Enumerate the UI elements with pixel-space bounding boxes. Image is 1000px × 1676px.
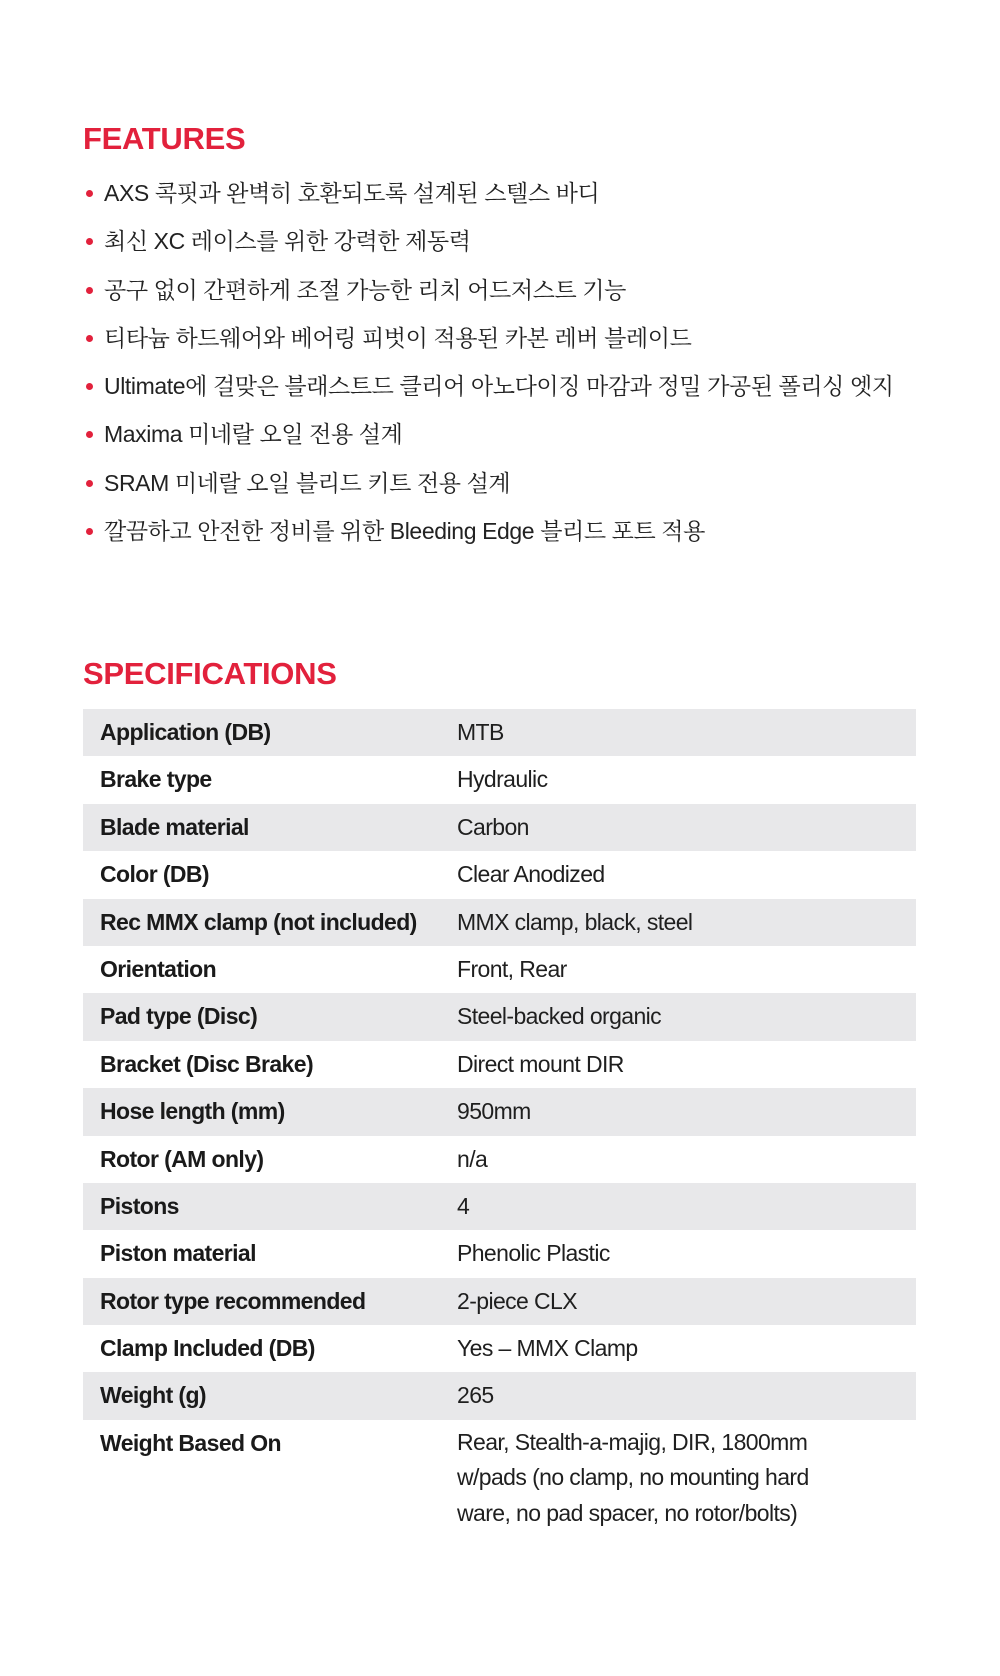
spec-label: Weight Based On [100,1429,281,1456]
feature-text: SRAM 미네랄 오일 블리드 키트 전용 설계 [104,469,511,496]
spec-value: Clear Anodized [457,861,605,888]
spec-value: MTB [457,719,504,745]
feature-text: 티타늄 하드웨어와 베어링 피벗이 적용된 카본 레버 블레이드 [104,324,692,351]
spec-row-rotor [83,1136,916,1183]
spec-value: 4 [457,1192,470,1219]
feature-item [86,275,946,323]
bullet-dot-icon [86,335,93,342]
spec-label: Weight (g) [100,1382,206,1409]
bullet-dot-icon [86,528,93,535]
spec-value: Yes – MMX Clamp [457,1335,638,1362]
spec-label: Pad type (Disc) [100,1003,258,1030]
spec-value: Hydraulic [457,766,548,793]
spec-row-bracket [83,1041,916,1088]
spec-value: 265 [457,1382,494,1409]
bullet-dot-icon [86,238,93,245]
spec-value: 950mm [457,1098,531,1125]
feature-text: Ultimate에 걸맞은 블래스트드 클리어 아노다이징 마감과 정밀 가공된 폴리싱 엣지 [104,373,894,400]
spec-row-brake-type [83,756,916,803]
spec-row-piston-material [83,1230,916,1277]
spec-label: Bracket (Disc Brake) [100,1050,314,1077]
spec-label: Rotor (AM only) [100,1145,264,1172]
bullet-dot-icon [86,431,93,438]
spec-row-clamp-included [83,1325,916,1372]
spec-label: Pistons [100,1192,179,1219]
feature-text: 공구 없이 간편하게 조절 가능한 리치 어드저스트 기능 [104,276,626,303]
specifications-table [83,709,916,1539]
feature-item [86,468,946,516]
spec-row-pistons [83,1183,916,1230]
bullet-dot-icon [86,287,93,294]
feature-text: 깔끔하고 안전한 정비를 위한 Bleeding Edge 블리드 포트 적용 [104,518,705,545]
spec-label: Piston material [100,1240,256,1267]
spec-row-orientation [83,946,916,993]
spec-row-mmx-clamp [83,899,916,946]
feature-text: AXS 콕핏과 완벽히 호환되도록 설계된 스텔스 바디 [104,180,600,206]
spec-label: Clamp Included (DB) [100,1335,315,1362]
spec-row-color [83,851,916,898]
features-list [86,178,946,564]
spec-row-weight [83,1372,916,1419]
spec-row-hose-length [83,1088,916,1135]
spec-value: Steel-backed organic [457,1003,662,1030]
spec-row-pad-type [83,993,916,1040]
spec-label: Rotor type recommended [100,1287,366,1314]
feature-item [86,371,946,419]
spec-row-blade-material [83,804,916,851]
bullet-dot-icon [86,383,93,390]
feature-item [86,178,946,226]
spec-label: Color (DB) [100,861,209,888]
feature-item [86,226,946,274]
spec-value: MMX clamp, black, steel [457,908,693,935]
spec-label: Hose length (mm) [100,1098,285,1125]
spec-label: Orientation [100,955,217,982]
spec-label: Blade material [100,813,249,840]
spec-value: n/a [457,1145,488,1172]
feature-item [86,323,946,371]
spec-row-application [83,709,916,756]
spec-row-rotor-type [83,1278,916,1325]
feature-item [86,516,946,564]
spec-label: Application (DB) [100,719,271,745]
spec-label: Rec MMX clamp (not included) [100,908,417,935]
spec-value: Direct mount DIR [457,1050,624,1077]
bullet-dot-icon [86,190,93,197]
spec-value: Front, Rear [457,955,567,982]
spec-value: Carbon [457,813,529,840]
spec-label: Brake type [100,766,212,793]
specifications-heading: SPECIFICATIONS [83,656,337,691]
feature-text: 최신 XC 레이스를 위한 강력한 제동력 [104,228,471,255]
bullet-dot-icon [86,480,93,487]
features-heading: FEATURES [83,121,246,156]
spec-value: 2-piece CLX [457,1287,577,1314]
feature-item [86,419,946,467]
feature-text: Maxima 미네랄 오일 전용 설계 [104,421,403,448]
spec-value: Phenolic Plastic [457,1240,610,1267]
spec-value: Rear, Stealth-a-majig, DIR, 1800mm w/pads (no clamp, no mounting hard ware, no pad spacer, no rotor/bolts) [457,1428,809,1526]
spec-row-weight-based-on [83,1420,916,1540]
